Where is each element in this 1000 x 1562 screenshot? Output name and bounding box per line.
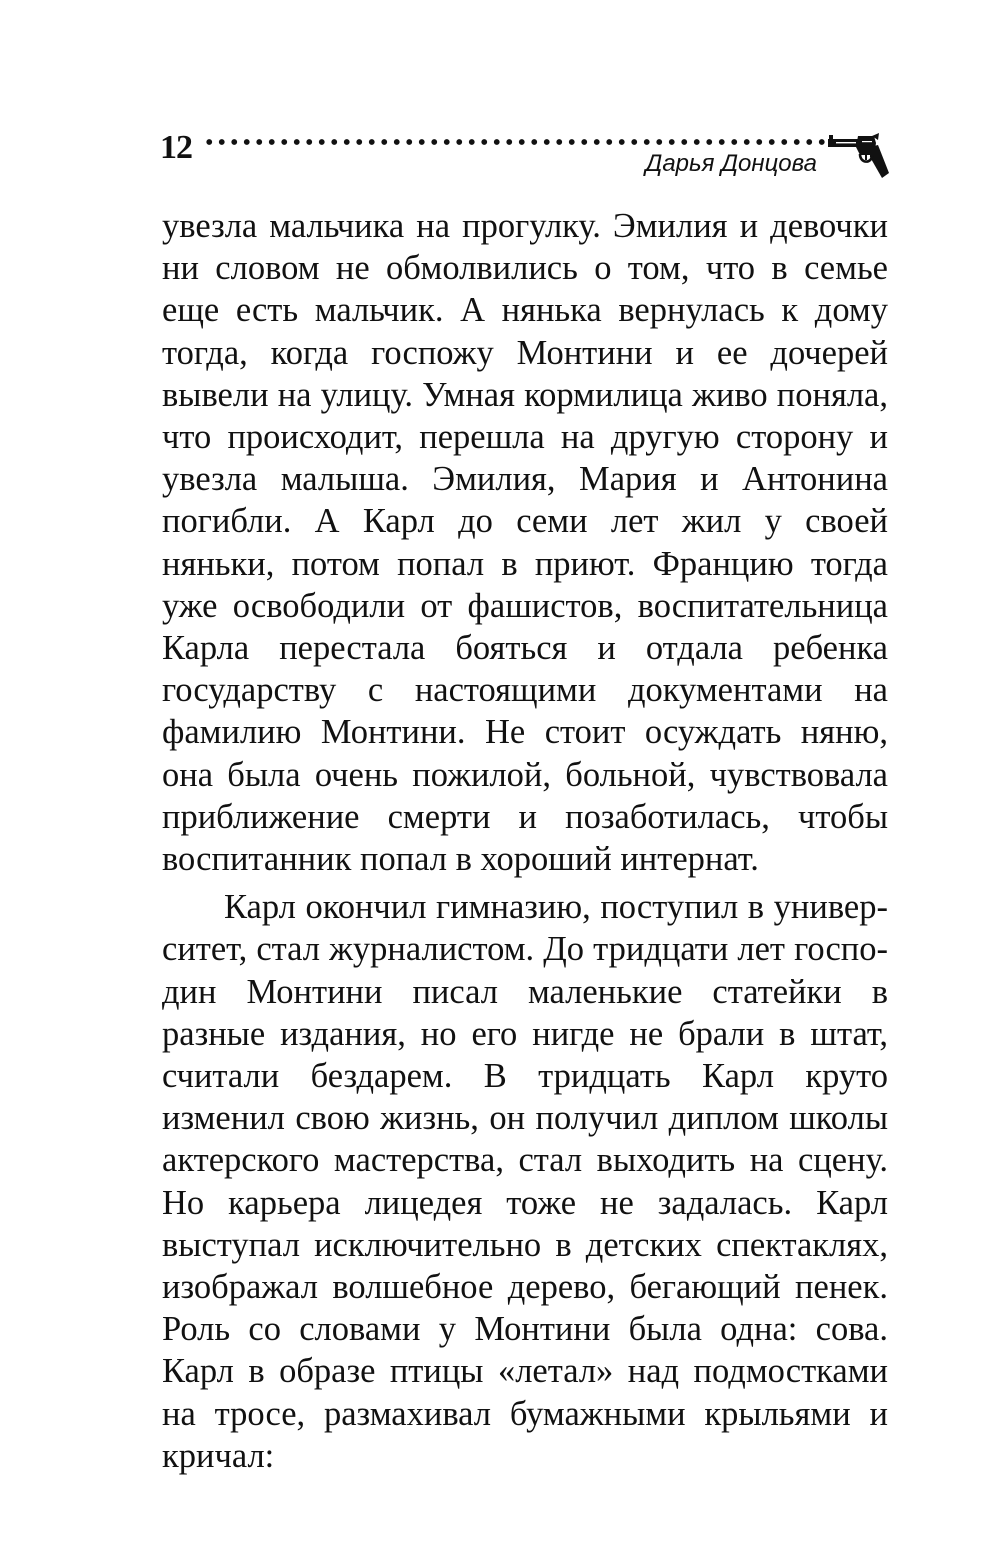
body-text <box>162 205 888 1477</box>
paragraph: Карл окончил гимназию, поступил в университет, стал журналистом. До тридцати лет господин Монтини писал маленькие статейки в разные издания, но его нигде не брали в штат, считали бездарем. В тридцать Карл круто изменил свою жизнь, он получил диплом школы актерского мастерства, стал выходить на сцену. Но карьера лицедея тоже не задалась. Карл выступал исключительно в детских спектаклях, изображал волшебное дерево, бегающий пенек. Роль со словами у Монтини была одна: сова. Карл в образе птицы «летал» над подмостками на тросе, размахивал бумажными крыльями и кричал: <box>162 888 888 1475</box>
revolver-icon <box>826 133 890 181</box>
dotted-rule <box>203 136 829 148</box>
paragraph: увезла мальчика на прогулку. Эмилия и девочки ни словом не обмолвились о том, что в семье еще есть мальчик. А нянька вернулась к дому тогда, когда госпожу Монтини и ее дочерей вывели на улицу. Умная кормилица живо поняла, что происходит, перешла на другую сторону и увезла малыша. Эмилия, Мария и Антонина погибли. А Карл до семи лет жил у своей няньки, потом попал в приют. Францию тогда уже освободили от фашистов, воспитательница Карла перестала бояться и отдала ребенка государству с настоящими документами на фамилию Монтини. Не стоит осуждать няню, она была очень пожилой, больной, чувствовала приближение смерти и позаботилась, чтобы воспитанник попал в хороший интернат. <box>162 207 888 879</box>
running-head-author: Дарья Донцова <box>645 150 817 177</box>
page-number: 12 <box>160 129 192 166</box>
